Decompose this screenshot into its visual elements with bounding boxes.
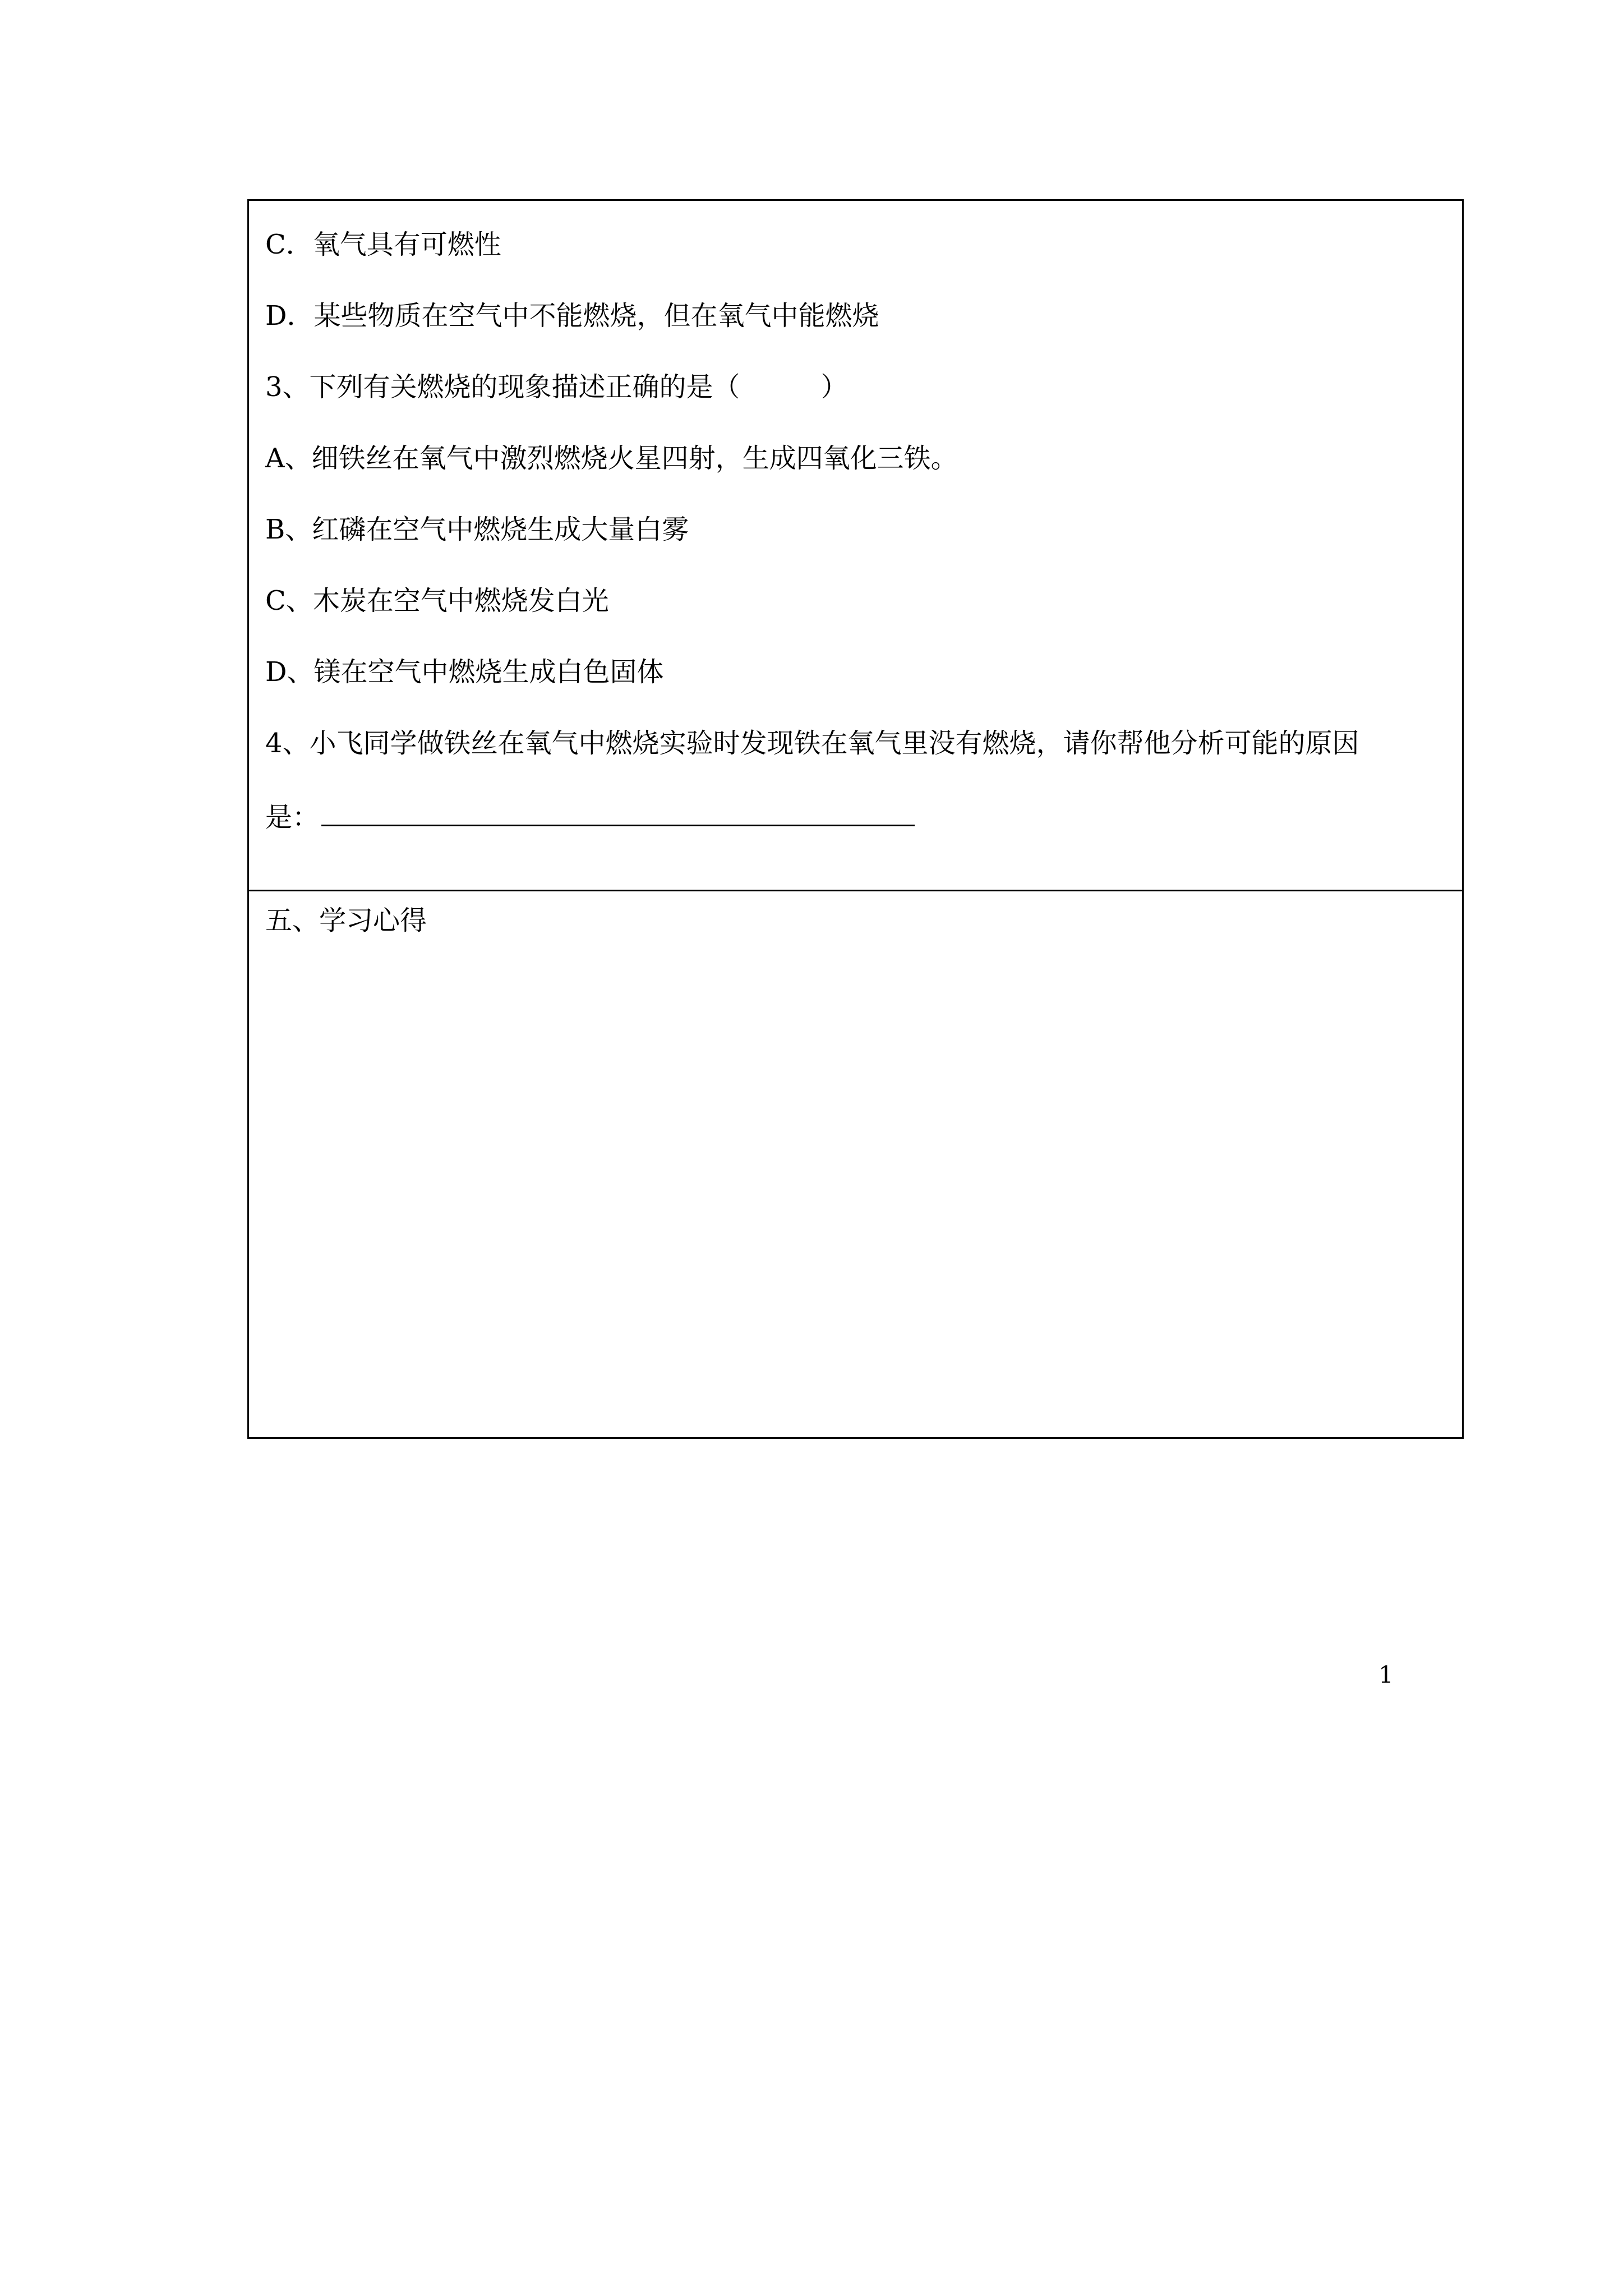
- question-3-option-c: C、木炭在空气中燃烧发白光: [265, 585, 609, 616]
- answer-blank[interactable]: [321, 798, 915, 826]
- page-number: 1: [1378, 1661, 1394, 1688]
- worksheet-table: [247, 199, 1464, 1439]
- exercise-section: [249, 201, 1462, 891]
- question-3-option-a: A、细铁丝在氧气中激烈燃烧火星四射，生成四氧化三铁。: [265, 443, 958, 474]
- question-4-answer-line: [265, 798, 915, 834]
- option-d-statement: D．某些物质在空气中不能燃烧，但在氧气中能燃烧: [265, 300, 879, 332]
- section-heading: 五、学习心得: [265, 905, 427, 936]
- question-3-option-d: D、镁在空气中燃烧生成白色固体: [265, 656, 664, 688]
- question-3-option-b: B、红磷在空气中燃烧生成大量白雾: [265, 514, 689, 545]
- question-4: 4、小飞同学做铁丝在氧气中燃烧实验时发现铁在氧气里没有燃烧，请你帮他分析可能的原因: [265, 728, 1359, 759]
- option-c-statement: C．氧气具有可燃性: [265, 229, 501, 260]
- study-notes-section: [249, 891, 1462, 1437]
- question-3: 3、下列有关燃烧的现象描述正确的是（ ）: [265, 371, 848, 403]
- answer-prompt: 是：: [265, 802, 320, 833]
